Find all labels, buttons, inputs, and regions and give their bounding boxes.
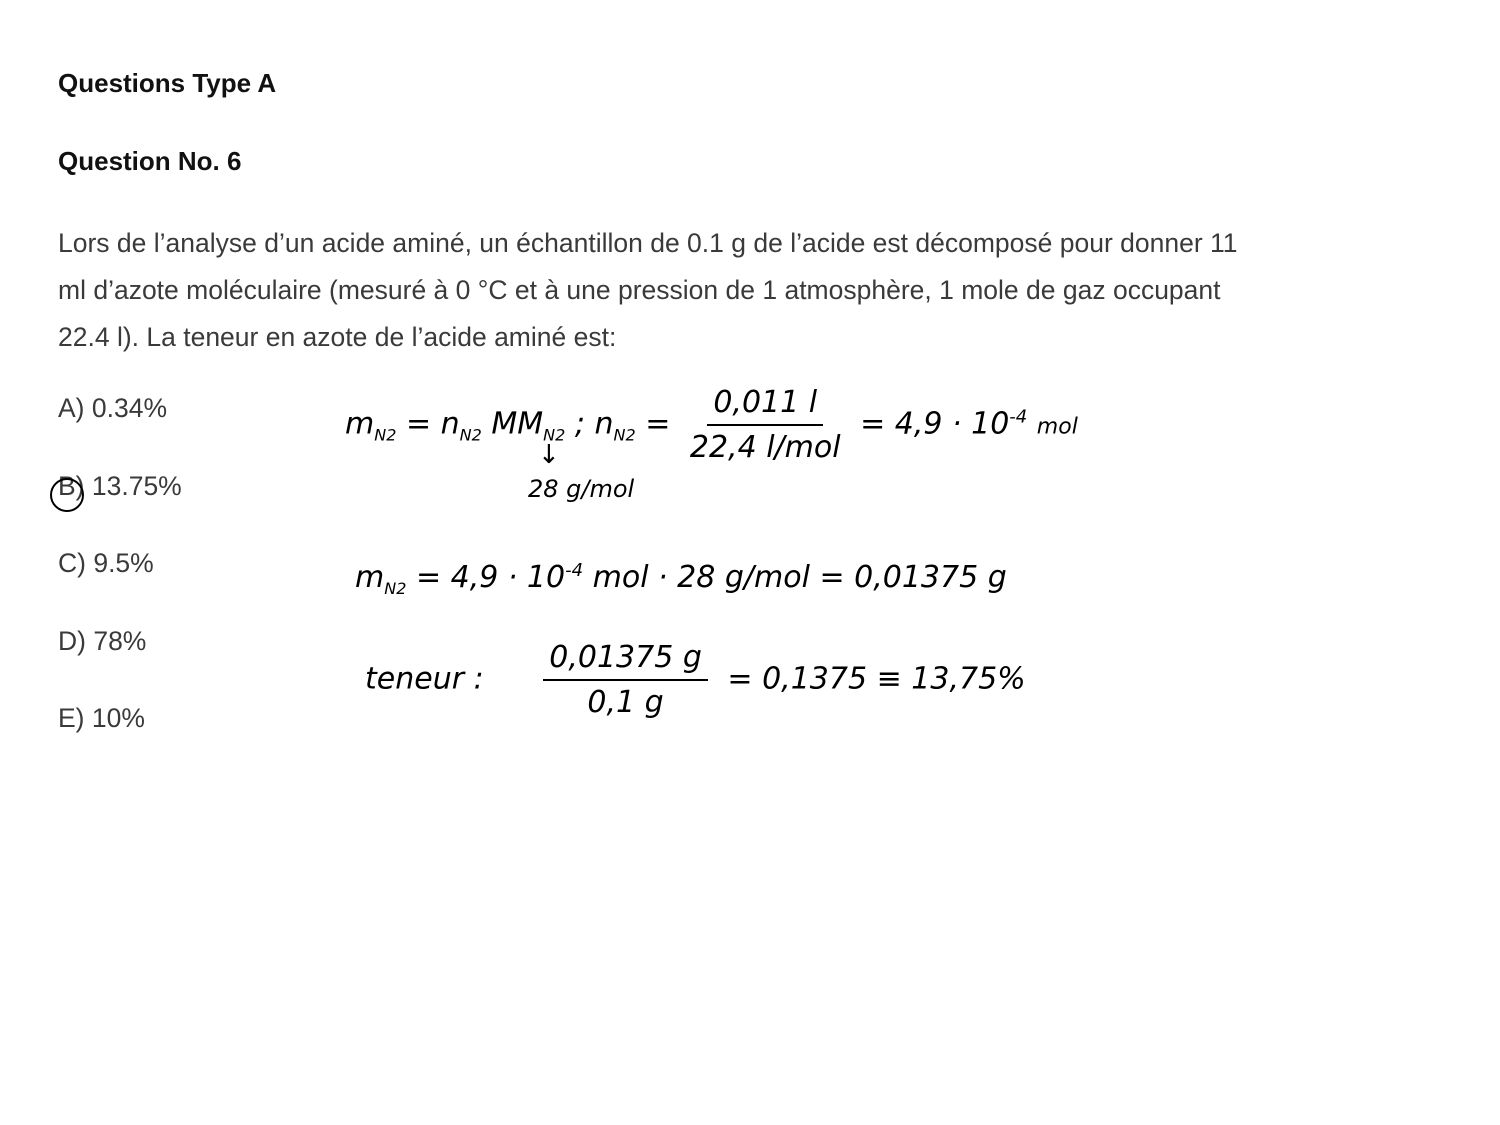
hw-sub: N2: [384, 579, 407, 598]
hw-sup: -4: [1009, 406, 1028, 428]
hw-denominator: 0,1 g: [587, 685, 664, 720]
section-title: Questions Type A: [58, 68, 277, 98]
hw-text: mol · 28 g/mol = 0,01375 g: [592, 560, 1007, 595]
answer-circle-mark: [50, 478, 84, 512]
hw-text: mol: [1036, 414, 1078, 440]
option-d: D) 78%: [58, 626, 147, 656]
hw-text: =: [645, 406, 671, 442]
hw-sub: N2: [613, 425, 636, 445]
handwritten-line-3: [365, 640, 1026, 720]
hw-molar-mass: 28 g/mol: [528, 475, 635, 503]
hw-numerator: 0,011 l: [707, 385, 823, 426]
option-c: C) 9.5%: [58, 548, 154, 578]
handwritten-line-2: [355, 560, 1007, 598]
hw-sub: N2: [459, 425, 482, 445]
question-line: 22.4 l). La teneur en azote de l’acide aminé est:: [58, 322, 617, 352]
question-title: Question No. 6: [58, 146, 242, 176]
hw-text: m: [355, 560, 385, 595]
hw-text: teneur :: [365, 661, 484, 697]
option-a: A) 0.34%: [58, 393, 168, 423]
question-line: Lors de l’analyse d’un acide aminé, un échantillon de 0.1 g de l’acide est décomposé pour donner 11: [58, 228, 1238, 258]
hw-text: ; n: [574, 406, 614, 442]
hw-sup: -4: [565, 560, 584, 581]
hw-arrow: ↓: [538, 440, 560, 470]
hw-text: = 0,1375 ≡ 13,75%: [727, 661, 1026, 697]
hw-fraction: [543, 640, 708, 720]
question-text: [58, 220, 1458, 361]
hw-numerator: 0,01375 g: [543, 640, 708, 681]
hw-sub: N2: [543, 425, 566, 445]
option-e: E) 10%: [58, 703, 145, 733]
option-b: B) 13.75%: [58, 471, 182, 501]
hw-text: = n: [405, 406, 460, 442]
hw-text: MM: [491, 406, 544, 442]
question-line: ml d’azote moléculaire (mesuré à 0 °C et à une pression de 1 atmosphère, 1 mole de gaz occupant: [58, 275, 1221, 305]
hw-sub: N2: [374, 425, 397, 445]
handwritten-line-1: [345, 385, 1078, 465]
hw-denominator: 22,4 l/mol: [689, 430, 841, 465]
hw-text: = 4,9 · 10: [415, 560, 566, 595]
hw-text: m: [345, 406, 375, 442]
hw-fraction: [690, 385, 841, 465]
hw-text: = 4,9 · 10: [860, 406, 1010, 442]
